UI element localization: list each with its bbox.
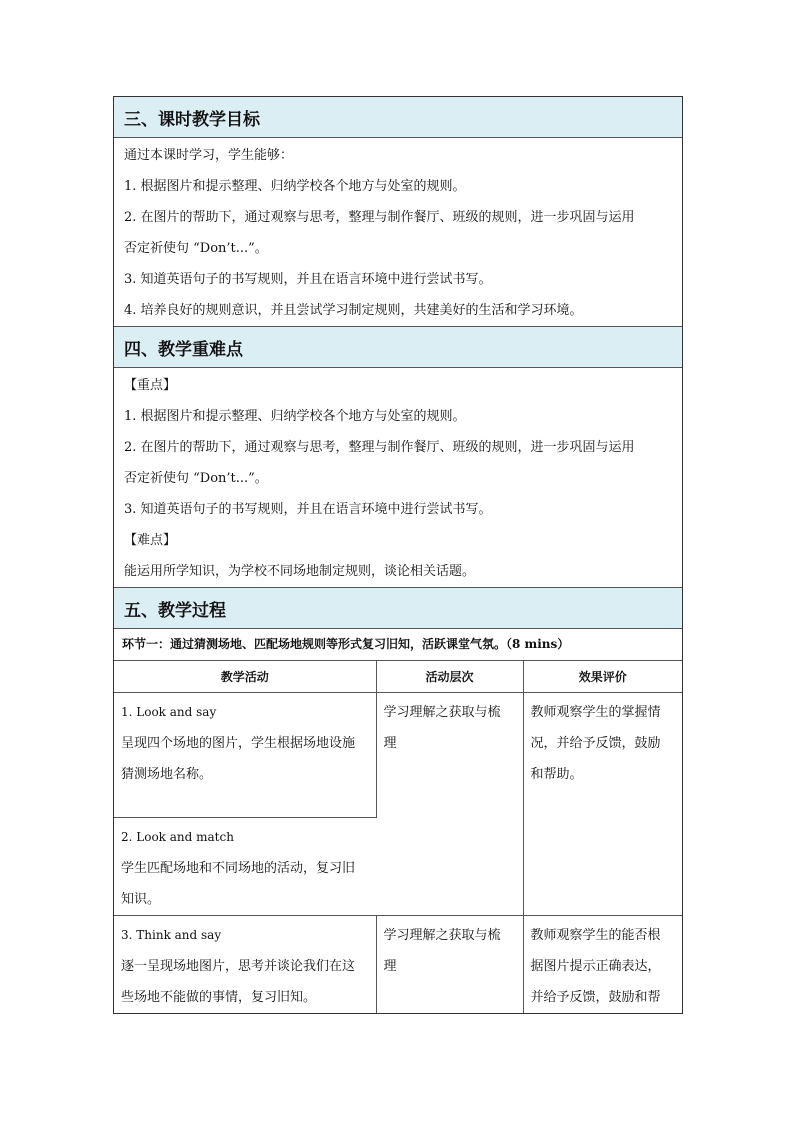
table-row — [114, 916, 682, 1014]
section-3-line: 1. 根据图片和提示整理、归纳学校各个地方与处室的规则。 — [124, 179, 466, 194]
difficult-points-label: 【难点】 — [124, 533, 177, 548]
activity-name: 3. Think and say — [121, 928, 222, 942]
section-3-body — [114, 138, 682, 327]
section-3-heading: 三、课时教学目标 — [114, 97, 682, 138]
activity-desc-line: 逐一呈现场地图片，思考并谈论我们在这 — [121, 959, 356, 974]
level-line: 理 — [383, 736, 397, 751]
evaluation-cell — [523, 916, 682, 1014]
level-line: 学习理解之获取与梳 — [383, 928, 501, 943]
activity-desc-line: 知识。 — [121, 892, 161, 907]
section-4-line: 3. 知道英语句子的书写规则，并且在语言环境中进行尝试书写。 — [124, 502, 492, 517]
key-points-label: 【重点】 — [124, 378, 177, 393]
section-3-line: 否定祈使句 “Don’t...”。 — [124, 241, 268, 256]
activity-desc-line: 呈现四个场地的图片，学生根据场地设施 — [121, 736, 356, 751]
level-cell — [376, 916, 523, 1014]
activity-table — [114, 661, 682, 1013]
activity-name: 1. Look and say — [121, 705, 217, 719]
section-3-line: 4. 培养良好的规则意识，并且尝试学习制定规则，共建美好的生活和学习环境。 — [124, 303, 583, 318]
column-header-level: 活动层次 — [376, 661, 523, 693]
section-3-line: 3. 知道英语句子的书写规则，并且在语言环境中进行尝试书写。 — [124, 272, 492, 287]
evaluation-line: 况，并给予反馈，鼓励 — [530, 736, 661, 751]
activity-cell — [114, 693, 376, 818]
section-4-line: 否定祈使句 “Don’t...”。 — [124, 471, 268, 486]
table-header-row — [114, 661, 682, 693]
activity-cell — [114, 916, 376, 1014]
evaluation-cell — [523, 693, 682, 916]
evaluation-line: 和帮助。 — [530, 767, 583, 782]
level-line: 理 — [383, 959, 397, 974]
section-4-line: 1. 根据图片和提示整理、归纳学校各个地方与处室的规则。 — [124, 409, 466, 424]
step-1-title: 环节一：通过猜测场地、匹配场地规则等形式复习旧知，活跃课堂气氛。（8 mins） — [114, 629, 682, 661]
evaluation-line: 据图片提示正确表达， — [530, 959, 661, 974]
activity-name: 2. Look and match — [121, 830, 234, 844]
section-3-line: 2. 在图片的帮助下，通过观察与思考，整理与制作餐厅、班级的规则，进一步巩固与运用 — [124, 210, 635, 225]
column-header-evaluation: 效果评价 — [523, 661, 682, 693]
activity-desc-line: 猜测场地名称。 — [121, 767, 213, 782]
evaluation-line: 教师观察学生的掌握情 — [530, 705, 661, 720]
evaluation-line: 教师观察学生的能否根 — [530, 928, 661, 943]
activity-desc-line: 些场地不能做的事情，复习旧知。 — [121, 990, 317, 1005]
section-4-line: 2. 在图片的帮助下，通过观察与思考，整理与制作餐厅、班级的规则，进一步巩固与运用 — [124, 440, 635, 455]
section-4-line: 能运用所学知识，为学校不同场地制定规则，谈论相关话题。 — [124, 564, 476, 579]
section-4-body — [114, 368, 682, 588]
level-line: 学习理解之获取与梳 — [383, 705, 501, 720]
table-row — [114, 693, 682, 818]
section-4-heading: 四、教学重难点 — [114, 327, 682, 368]
activity-cell — [114, 818, 376, 916]
section-5-heading: 五、教学过程 — [114, 588, 682, 629]
evaluation-line: 并给予反馈，鼓励和帮 — [530, 990, 661, 1005]
lesson-plan-table — [113, 96, 683, 1014]
activity-desc-line: 学生匹配场地和不同场地的活动，复习旧 — [121, 861, 356, 876]
section-3-line: 通过本课时学习，学生能够： — [124, 148, 294, 163]
column-header-activity: 教学活动 — [114, 661, 376, 693]
level-cell — [376, 693, 523, 916]
